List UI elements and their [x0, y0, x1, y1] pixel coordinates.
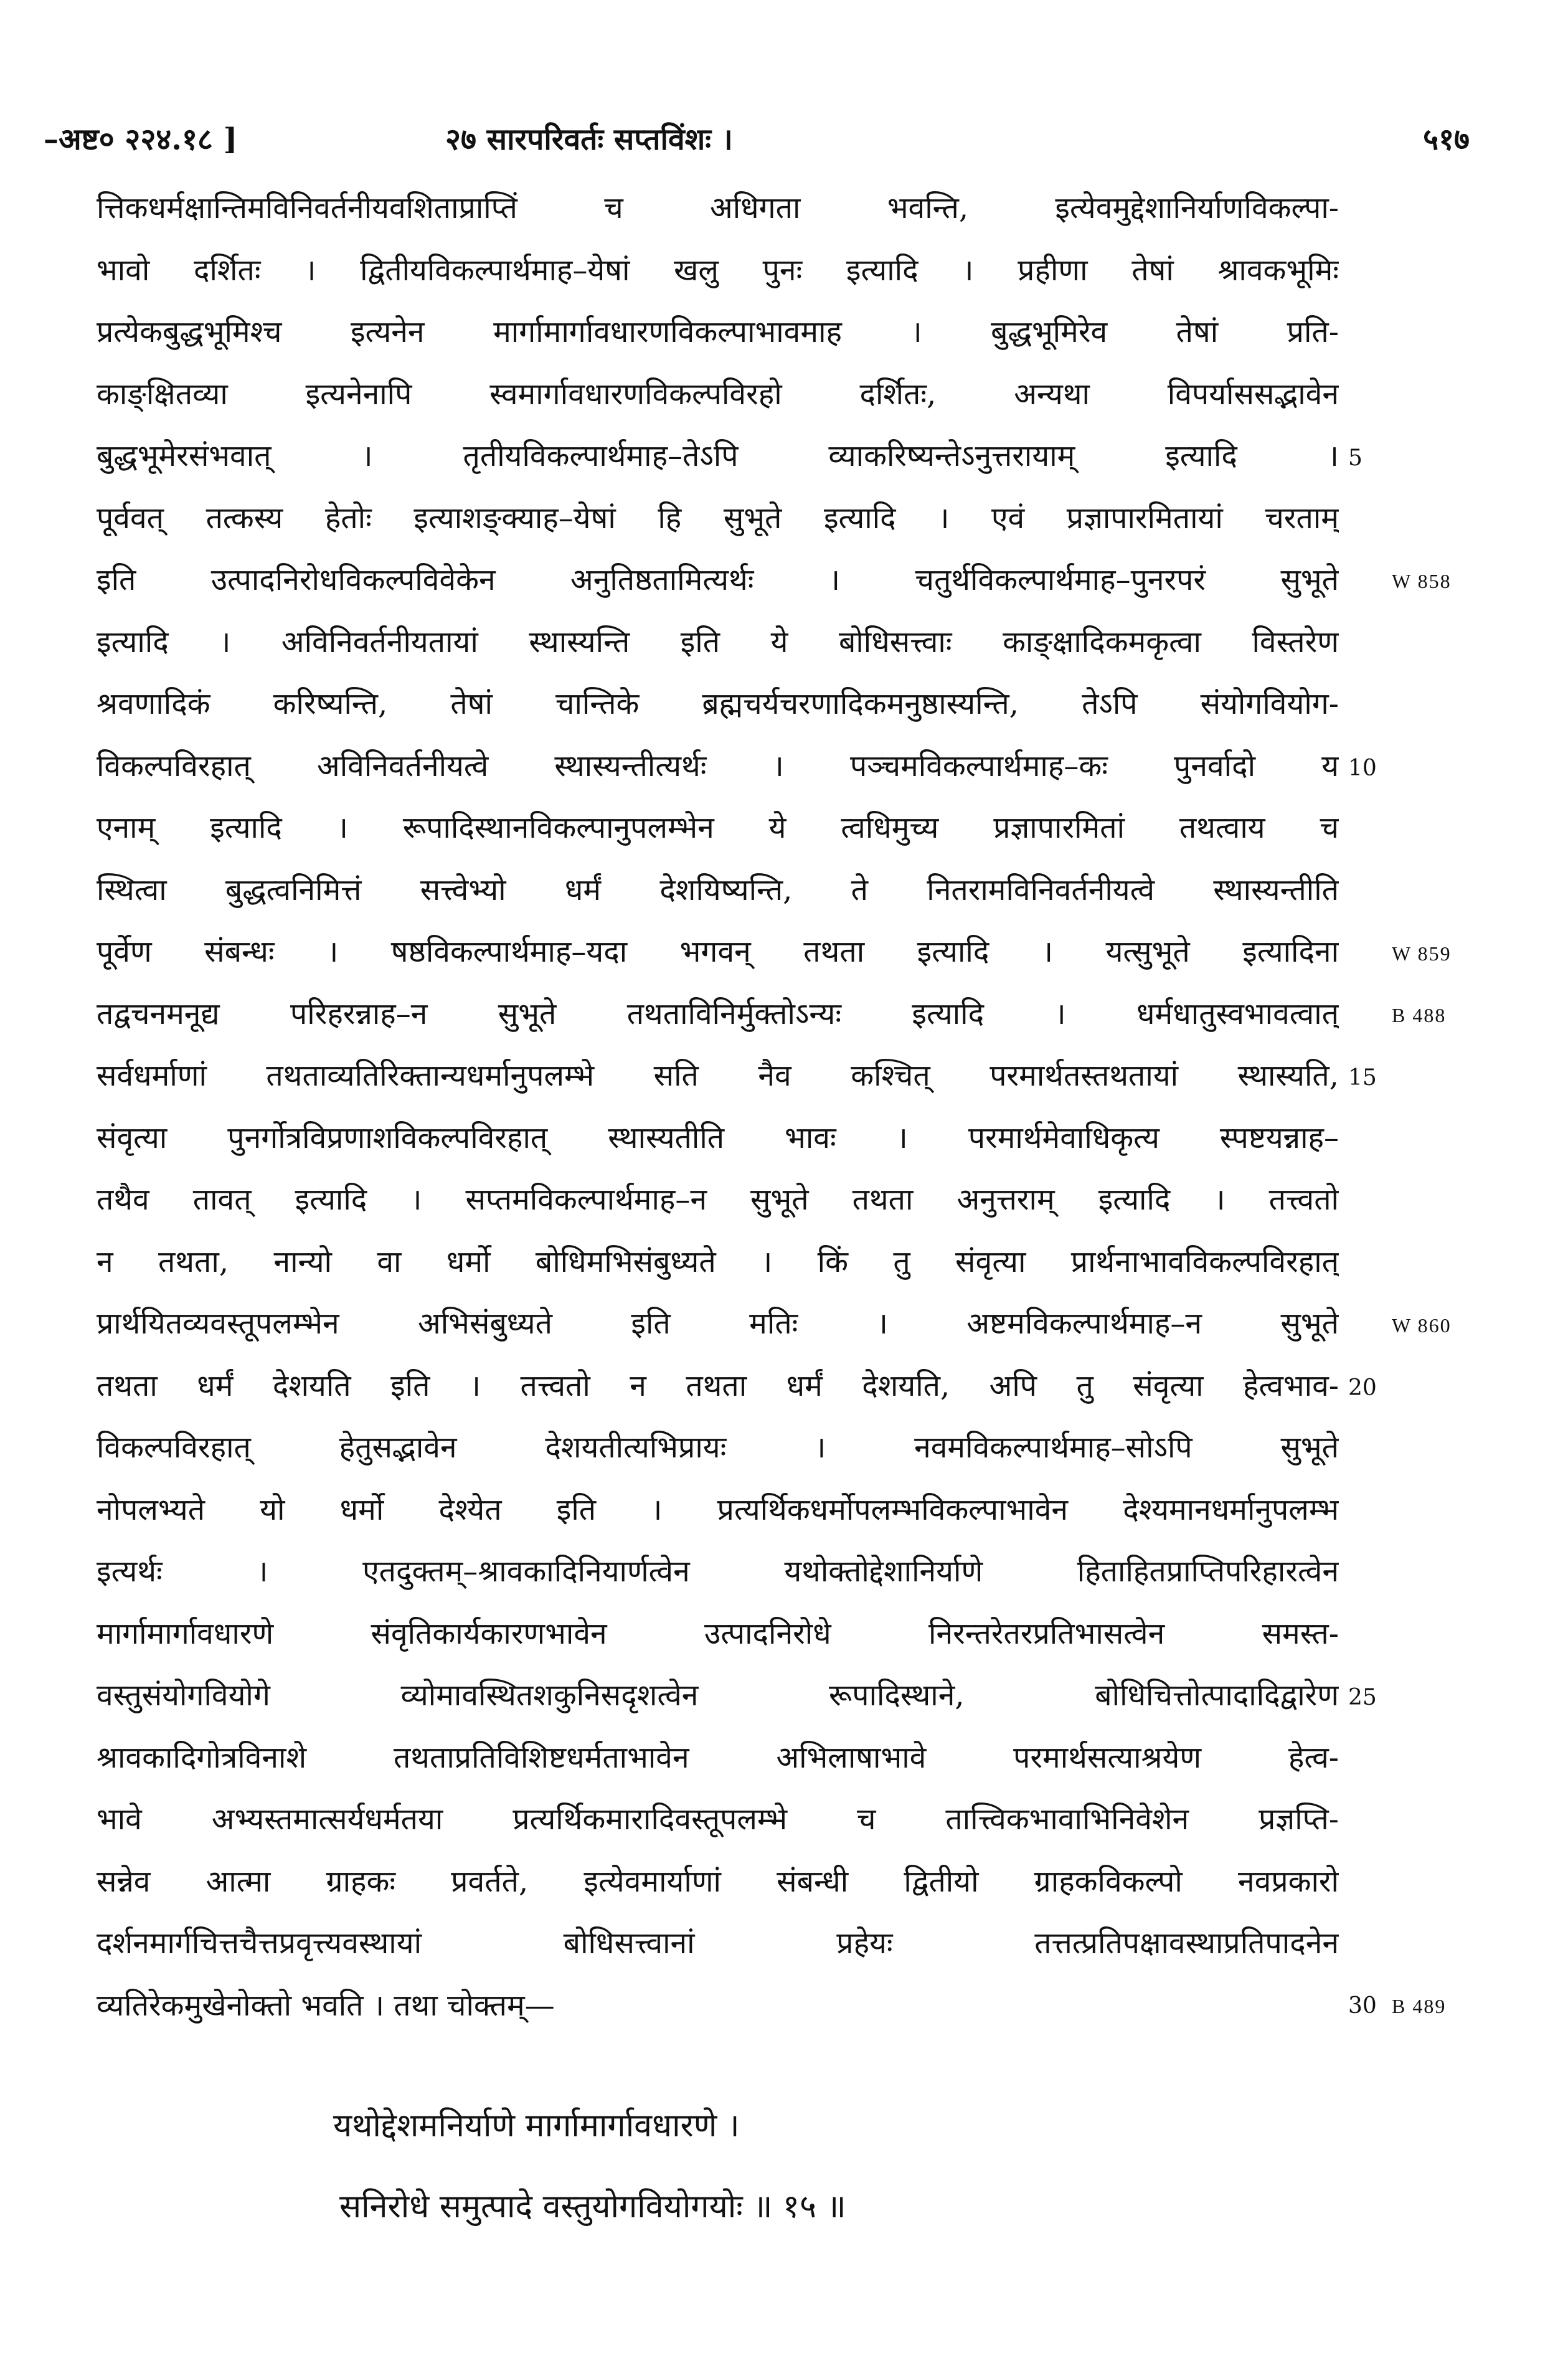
text-line: नोपलभ्यते यो धर्मो देश्येत इति । प्रत्यर्थिकधर्मोपलम्भविकल्पाभावेन देश्यमानधर्मानुपलम्भ	[97, 1492, 1339, 1527]
verse-block	[0, 2102, 1568, 2264]
margin-reference: W 858	[1392, 570, 1452, 592]
text-line: विकल्पविरहात् हेतुसद्भावेन देशयतीत्यभिप्रायः । नवमविकल्पार्थमाह–सोऽपि सुभूते	[97, 1430, 1339, 1465]
text-line: वस्तुसंयोगवियोगे व्योमावस्थितशकुनिसदृशत्वेन रूपादिस्थाने, बोधिचित्तोत्पादादिद्वारेण	[97, 1678, 1339, 1713]
text-line: एनाम् इत्यादि । रूपादिस्थानविकल्पानुपलम्भेन ये त्वधिमुच्य प्रज्ञापारमितां तथत्वाय च	[97, 810, 1339, 845]
text-line: सन्नेव आत्मा ग्राहकः प्रवर्तते, इत्येवमार्याणां संबन्धी द्वितीयो ग्राहकविकल्पो नवप्रकारो	[97, 1864, 1339, 1899]
header-reference: –अष्ट० २२४.१८ ]	[44, 122, 238, 157]
text-line: प्रार्थयितव्यवस्तूपलम्भेन अभिसंबुध्यते इति मतिः । अष्टमविकल्पार्थमाह–न सुभूते	[97, 1306, 1339, 1341]
text-line: दर्शनमार्गचित्तचैत्तप्रवृत्त्यवस्थायां बोधिसत्त्वानां प्रहेयः तत्तत्प्रतिपक्षावस्थाप्रतिपादनेन	[97, 1926, 1339, 1961]
text-line: भावो दर्शितः । द्वितीयविकल्पार्थमाह–येषां खलु पुनः इत्यादि । प्रहीणा तेषां श्रावकभूमिः	[97, 252, 1339, 288]
text-line: इत्यादि । अविनिवर्तनीयतायां स्थास्यन्ति इति ये बोधिसत्त्वाः काङ्क्षादिकमकृत्वा विस्तरेण	[97, 624, 1339, 660]
margin-reference: W 860	[1392, 1314, 1452, 1337]
line-number: 20	[1348, 1375, 1377, 1401]
commentary-text	[97, 178, 1339, 2037]
verse-line: सनिरोधे समुत्पादे वस्तुयोगवियोगयोः ॥ १५ ॥	[339, 2188, 846, 2225]
text-line: सर्वधर्माणां तथताव्यतिरिक्तान्यधर्मानुपलम्भे सति नैव कश्चित् परमार्थतस्तथतायां स्थास्यति,	[97, 1058, 1339, 1093]
text-line: तद्वचनमनूद्य परिहरन्नाह–न सुभूते तथताविनिर्मुक्तोऽन्यः इत्यादि । धर्मधातुस्वभावत्वात्	[97, 996, 1339, 1031]
text-line: श्रवणादिकं करिष्यन्ति, तेषां चान्तिके ब्रह्मचर्यचरणादिकमनुष्ठास्यन्ति, तेऽपि संयोगवियोग-	[97, 686, 1339, 721]
text-line: इति उत्पादनिरोधविकल्पविवेकेन अनुतिष्ठतामित्यर्थः । चतुर्थविकल्पार्थमाह–पुनरपरं सुभूते	[97, 562, 1339, 597]
text-line: स्थित्वा बुद्धत्वनिमित्तं सत्त्वेभ्यो धर्मं देशयिष्यन्ति, ते नितरामविनिवर्तनीयत्वे स्थास्यन्तीति	[97, 872, 1339, 907]
header-chapter-title: २७ सारपरिवर्तः सप्तविंशः ।	[445, 122, 733, 157]
line-number: 5	[1348, 445, 1363, 471]
margin-reference: B 488	[1392, 1004, 1447, 1026]
text-line: पूर्ववत् तत्कस्य हेतोः इत्याशङ्क्याह–येषां हि सुभूते इत्यादि । एवं प्रज्ञापारमितायां चरताम्	[97, 500, 1339, 536]
text-line: त्तिकधर्मक्षान्तिमविनिवर्तनीयवशिताप्राप्तिं च अधिगता भवन्ति, इत्येवमुद्देशानिर्याणविकल्पा-	[97, 191, 1339, 225]
text-line: तथैव तावत् इत्यादि । सप्तमविकल्पार्थमाह–न सुभूते तथता अनुत्तराम् इत्यादि । तत्त्वतो	[97, 1182, 1339, 1217]
margin-reference: W 859	[1392, 942, 1452, 965]
text-line: व्यतिरेकमुखेनोक्तो भवति । तथा चोक्तम्—	[97, 1987, 555, 2023]
running-header	[44, 118, 1470, 174]
text-line: काङ्क्षितव्या इत्यनेनापि स्वमार्गावधारणविकल्पविरहो दर्शितः, अन्यथा विपर्यासस‌द्भावेन	[97, 376, 1339, 412]
line-number: 15	[1348, 1065, 1377, 1091]
verse-line: यथोद्देशमनिर्याणे मार्गामार्गावधारणे ।	[333, 2107, 740, 2144]
text-line: मार्गामार्गावधारणे संवृतिकार्यकारणभावेन उत्पादनिरोधे निरन्तरेतरप्रतिभासत्वेन समस्त-	[97, 1616, 1339, 1651]
text-line: इत्यर्थः । एतदुक्तम्–श्रावकादिनियार्णत्वेन यथोक्तोद्देशानिर्याणे हिताहितप्राप्तिपरिहारत्वेन	[97, 1554, 1339, 1589]
text-line: तथता धर्मं देशयति इति । तत्त्वतो न तथता धर्मं देशयति, अपि तु संवृत्या हेत्वभाव-	[97, 1368, 1339, 1403]
line-number: 10	[1348, 755, 1377, 781]
margin-reference: B 489	[1392, 1995, 1447, 2017]
text-line: पूर्वेण संबन्धः । षष्ठविकल्पार्थमाह–यदा भगवन् तथता इत्यादि । यत्सुभूते इत्यादिना	[97, 934, 1339, 969]
line-number: 25	[1348, 1685, 1377, 1710]
text-line: न तथता, नान्यो वा धर्मो बोधिमभिसंबुध्यते । किं तु संवृत्या प्रार्थनाभावविकल्पविरहात्	[97, 1244, 1339, 1279]
text-line: बुद्धभूमेरसंभवात् । तृतीयविकल्पार्थमाह–तेऽपि व्याकरिष्यन्तेऽनुत्तरायाम् इत्यादि ।	[97, 438, 1339, 473]
text-line: श्रावकादिगोत्रविनाशे तथताप्रतिविशिष्टधर्मताभावेन अभिलाषाभावे परमार्थसत्याश्रयेण हेत्व-	[97, 1740, 1339, 1775]
text-line: प्रत्येकबुद्धभूमिश्च इत्यनेन मार्गामार्गावधारणविकल्पाभावमाह । बुद्धभूमिरेव तेषां प्रति-	[97, 315, 1339, 349]
line-number: 30	[1348, 1993, 1377, 2019]
page-number: ५१७	[1423, 122, 1470, 157]
text-line: विकल्पविरहात् अविनिवर्तनीयत्वे स्थास्यन्तीत्यर्थः । पञ्चमविकल्पार्थमाह–कः पुनर्वादो य	[97, 748, 1339, 784]
text-line: भावे अभ्यस्तमात्सर्यधर्मतया प्रत्यर्थिकमारादिवस्तूपलम्भे च तात्त्विकभावाभिनिवेशेन प्रज्ञप्ति-	[97, 1802, 1339, 1837]
text-line: संवृत्या पुनर्गोत्रविप्रणाशविकल्पविरहात् स्थास्यतीति भावः । परमार्थमेवाधिकृत्य स्पष्टयन्नाह–	[97, 1120, 1339, 1155]
